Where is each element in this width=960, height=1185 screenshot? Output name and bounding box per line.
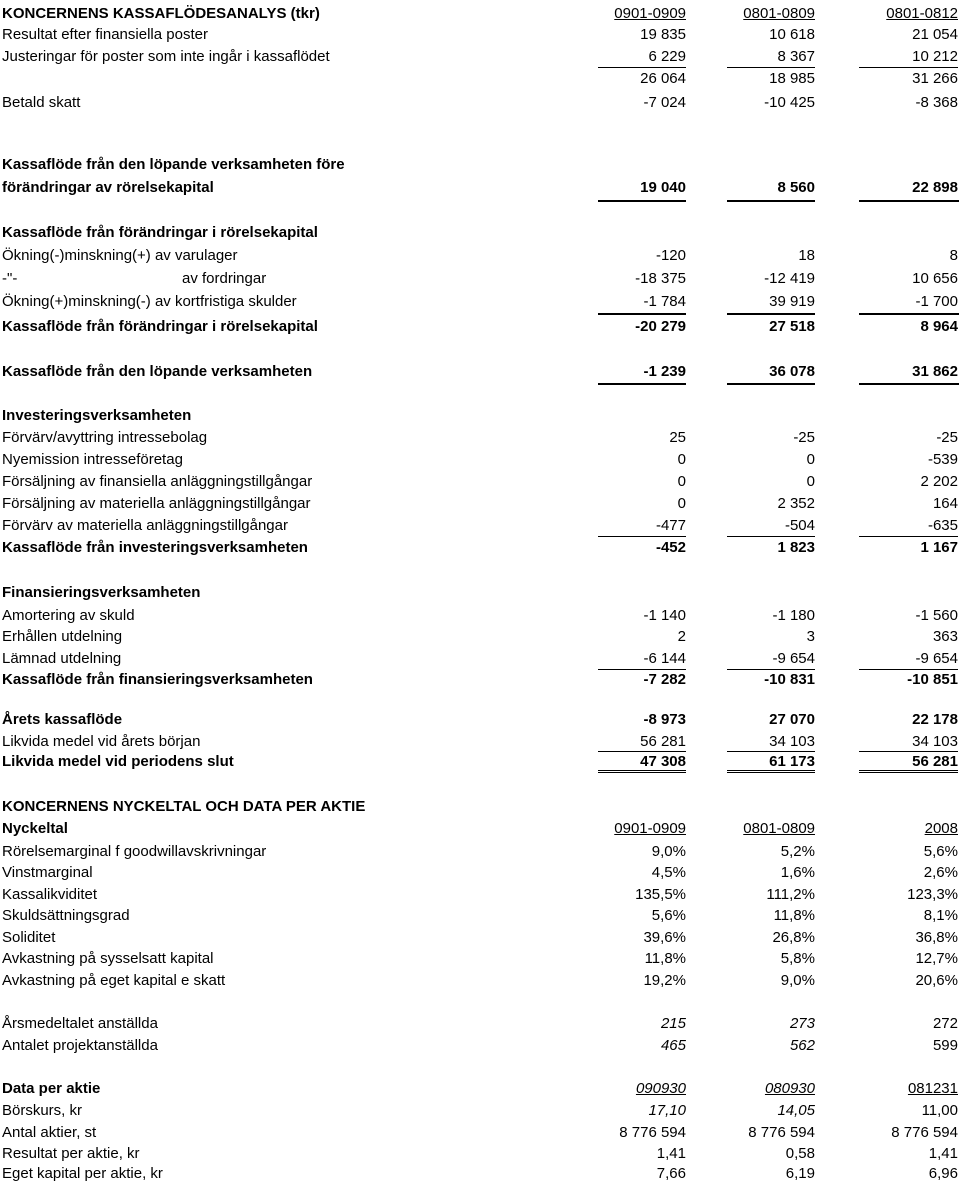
cell-value: 1,6%: [780, 864, 815, 881]
cell-value: 7,66: [656, 1165, 686, 1182]
page-title: KONCERNENS KASSAFLÖDESANALYS (tkr): [2, 5, 320, 22]
row-label: Kassalikviditet: [2, 886, 98, 903]
table-row: [0, 605, 960, 627]
cell-value: 26 064: [640, 70, 686, 87]
cell-value: -120: [655, 247, 686, 264]
table-row: [0, 884, 960, 906]
row-label: Lämnad utdelning: [2, 650, 122, 667]
cell-value: 6,19: [785, 1165, 815, 1182]
cell-value: -504: [727, 515, 815, 537]
cell-value: 22 898: [912, 179, 958, 196]
cell-value: 8,1%: [923, 907, 958, 924]
row-label: Förvärv/avyttring intressebolag: [2, 429, 208, 446]
table-row: [0, 862, 960, 884]
period-header: 081231: [907, 1080, 958, 1097]
table-row: [0, 471, 960, 493]
cell-value: 21 054: [912, 26, 958, 43]
row-label: Eget kapital per aktie, kr: [2, 1165, 163, 1182]
cell-value: -1 700: [915, 293, 958, 310]
cell-value: 18: [798, 247, 815, 264]
cell-value: -635: [859, 515, 958, 537]
cell-value: 0: [677, 473, 686, 490]
row-label: Likvida medel vid periodens slut: [2, 753, 234, 770]
table-row: [0, 24, 960, 46]
row-label: Justeringar för poster som inte ingår i kassaflödet: [2, 48, 330, 65]
total-row: [0, 316, 960, 338]
divider: [859, 383, 959, 385]
period-header: 0801-0812: [886, 5, 958, 22]
divider: [859, 200, 959, 202]
table-row: [0, 626, 960, 648]
cell-value: 17,10: [648, 1102, 686, 1119]
divider: [598, 200, 686, 202]
row-label: Data per aktie: [2, 1080, 101, 1097]
table-row: [0, 927, 960, 949]
total-row: [0, 709, 960, 731]
cell-value: -477: [598, 515, 686, 537]
table-row: [0, 46, 960, 68]
period-header: 090930: [635, 1080, 686, 1097]
cell-value: 0,58: [785, 1145, 815, 1162]
cell-value: 26,8%: [772, 929, 815, 946]
cell-value: 2 352: [777, 495, 815, 512]
row-label: Antalet projektanställda: [2, 1037, 158, 1054]
row-label: Försäljning av materiella anläggningstillgångar: [2, 495, 311, 512]
cell-value: 27 070: [769, 711, 815, 728]
table-row: [0, 291, 960, 313]
table-row: [0, 268, 960, 290]
table-row: [0, 1163, 960, 1185]
row-label: förändringar av rörelsekapital: [2, 179, 214, 196]
table-row: [0, 245, 960, 267]
cell-value: -20 279: [635, 318, 686, 335]
cell-value: 10 212: [859, 46, 958, 68]
cell-value: 3: [806, 628, 815, 645]
cell-value: 34 103: [769, 733, 815, 750]
table-row: [0, 905, 960, 927]
subtotal-row: [0, 68, 960, 90]
cell-value: 25: [669, 429, 686, 446]
table-row: [0, 731, 960, 753]
cell-value: -1 180: [772, 607, 815, 624]
row-label: Investeringsverksamheten: [2, 407, 192, 424]
cell-value: 1,41: [656, 1145, 686, 1162]
cell-value: 9,0%: [780, 972, 815, 989]
cell-value: -452: [655, 539, 686, 556]
cell-value: 61 173: [727, 751, 815, 773]
divider: [727, 313, 815, 315]
table-row: [0, 1143, 960, 1165]
cell-value: 5,8%: [780, 950, 815, 967]
table-row: [0, 948, 960, 970]
cell-value: 465: [660, 1037, 686, 1054]
cell-value: 9,0%: [651, 843, 686, 860]
cell-value: 0: [806, 451, 815, 468]
cell-value: -9 654: [727, 648, 815, 670]
row-label: Nyemission intresseföretag: [2, 451, 183, 468]
cell-value: 111,2%: [766, 886, 815, 903]
cell-value: 36 078: [769, 363, 815, 380]
cell-value: 18 985: [769, 70, 815, 87]
cell-value: 12,7%: [915, 950, 958, 967]
cell-value: 272: [932, 1015, 958, 1032]
row-label: Likvida medel vid årets början: [2, 733, 201, 750]
table-row: [0, 1035, 960, 1057]
total-row: [0, 537, 960, 559]
cell-value: 135,5%: [635, 886, 686, 903]
table-row: [0, 493, 960, 515]
row-label: Kassaflöde från den löpande verksamheten före: [2, 156, 345, 173]
divider: [598, 383, 686, 385]
table-row: [0, 841, 960, 863]
cell-value: -10 851: [907, 671, 958, 688]
cell-value: -9 654: [859, 648, 958, 670]
row-label: Börskurs, kr: [2, 1102, 83, 1119]
cell-value: 2,6%: [923, 864, 958, 881]
section-heading: [0, 582, 960, 604]
cell-value: 8 560: [777, 179, 815, 196]
total-row: [0, 361, 960, 383]
cell-value: 27 518: [769, 318, 815, 335]
total-row: [0, 669, 960, 691]
cell-value: 19 040: [640, 179, 686, 196]
table-row: [0, 427, 960, 449]
cell-value: 4,5%: [651, 864, 686, 881]
ditto-mark: -"-: [2, 270, 18, 287]
section-heading: [0, 796, 960, 818]
cell-value: 10 618: [769, 26, 815, 43]
row-label: Resultat efter finansiella poster: [2, 26, 208, 43]
cell-value: 2 202: [920, 473, 958, 490]
row-label: [2, 268, 267, 290]
cell-value: 31 862: [912, 363, 958, 380]
row-label: Avkastning på eget kapital e skatt: [2, 972, 226, 989]
cell-value: 8 776 594: [748, 1124, 815, 1141]
cell-value: -8 368: [915, 94, 958, 111]
row-label: Skuldsättningsgrad: [2, 907, 130, 924]
row-label: Ökning(-)minskning(+) av varulager: [2, 247, 238, 264]
cell-value: 1 167: [920, 539, 958, 556]
cell-value: -10 425: [764, 94, 815, 111]
cell-value: -1 239: [643, 363, 686, 380]
row-label: Årets kassaflöde: [2, 711, 123, 728]
table-row: [0, 1100, 960, 1122]
cell-value: -1 560: [915, 607, 958, 624]
cell-value: -8 973: [643, 711, 686, 728]
row-label: Finansieringsverksamheten: [2, 584, 201, 601]
row-label: Erhållen utdelning: [2, 628, 123, 645]
cell-value: -7 282: [643, 671, 686, 688]
row-label: Kassaflöde från investeringsverksamheten: [2, 539, 308, 556]
cell-value: 1,41: [928, 1145, 958, 1162]
row-label: Vinstmarginal: [2, 864, 93, 881]
cell-value: 20,6%: [915, 972, 958, 989]
cell-value: 8 367: [727, 46, 815, 68]
cell-value: 562: [789, 1037, 815, 1054]
cell-value: 19 835: [640, 26, 686, 43]
table-row: [0, 92, 960, 114]
cell-value: -25: [936, 429, 958, 446]
table-row: [0, 1013, 960, 1035]
cell-value: 123,3%: [907, 886, 958, 903]
period-header: 0801-0809: [743, 5, 815, 22]
divider: [727, 383, 815, 385]
cell-value: 11,8%: [644, 950, 686, 967]
section-heading: [0, 154, 960, 176]
divider: [859, 313, 959, 315]
cell-value: 5,2%: [780, 843, 815, 860]
cell-value: 6,96: [928, 1165, 958, 1182]
period-header: 080930: [764, 1080, 815, 1097]
cell-value: -25: [793, 429, 815, 446]
cell-value: 6 229: [598, 46, 686, 68]
period-header: 2008: [924, 820, 958, 837]
cell-value: -6 144: [598, 648, 686, 670]
section-heading: [0, 222, 960, 244]
cell-value: 5,6%: [651, 907, 686, 924]
header-row: [0, 1078, 960, 1100]
row-label: Kassaflöde från den löpande verksamheten: [2, 363, 313, 380]
row-label: Kassaflöde från förändringar i rörelsekapital: [2, 224, 318, 241]
table-row: [0, 515, 960, 537]
cell-value: -18 375: [635, 270, 686, 287]
divider: [598, 313, 686, 315]
cell-value: 19,2%: [643, 972, 686, 989]
cell-value: 8 964: [920, 318, 958, 335]
row-label: Förvärv av materiella anläggningstillgångar: [2, 517, 288, 534]
cell-value: 56 281: [640, 733, 686, 750]
section-heading: [0, 405, 960, 427]
total-row: [0, 751, 960, 773]
cell-value: 36,8%: [915, 929, 958, 946]
cell-value: 34 103: [912, 733, 958, 750]
cell-value: 599: [932, 1037, 958, 1054]
cell-value: -1 784: [643, 293, 686, 310]
header-row: [0, 3, 960, 25]
cell-value: 11,00: [921, 1102, 958, 1119]
row-label: Amortering av skuld: [2, 607, 135, 624]
cell-value: 47 308: [598, 751, 686, 773]
period-header: 0901-0909: [614, 820, 686, 837]
row-label: Kassaflöde från förändringar i rörelsekapital: [2, 318, 318, 335]
cell-value: 164: [932, 495, 958, 512]
cell-value: 273: [789, 1015, 815, 1032]
cell-value: -1 140: [643, 607, 686, 624]
row-label: Soliditet: [2, 929, 56, 946]
table-row: [0, 1122, 960, 1144]
cell-value: 56 281: [859, 751, 958, 773]
cell-value: 8: [949, 247, 958, 264]
cell-value: 10 656: [912, 270, 958, 287]
period-header: 0801-0809: [743, 820, 815, 837]
cell-value: 8 776 594: [891, 1124, 958, 1141]
cell-value: 363: [932, 628, 958, 645]
cell-value: 1 823: [777, 539, 815, 556]
cell-value: -7 024: [643, 94, 686, 111]
cell-value: 5,6%: [923, 843, 958, 860]
header-row: [0, 818, 960, 840]
row-sublabel: av fordringar: [182, 270, 267, 287]
row-label: Resultat per aktie, kr: [2, 1145, 140, 1162]
cell-value: 2: [677, 628, 686, 645]
row-label: Betald skatt: [2, 94, 81, 111]
period-header: 0901-0909: [614, 5, 686, 22]
cell-value: 39,6%: [643, 929, 686, 946]
cell-value: -10 831: [764, 671, 815, 688]
divider: [727, 200, 815, 202]
cell-value: 0: [806, 473, 815, 490]
row-label: Nyckeltal: [2, 820, 68, 837]
cell-value: 0: [677, 451, 686, 468]
row-label: Försäljning av finansiella anläggningstillgångar: [2, 473, 313, 490]
cell-value: 8 776 594: [619, 1124, 686, 1141]
cell-value: 39 919: [769, 293, 815, 310]
table-row: [0, 449, 960, 471]
cell-value: 31 266: [912, 70, 958, 87]
table-row: [0, 970, 960, 992]
row-label: Årsmedeltalet anställda: [2, 1015, 158, 1032]
cell-value: -539: [927, 451, 958, 468]
row-label: Rörelsemarginal f goodwillavskrivningar: [2, 843, 267, 860]
cell-value: -12 419: [764, 270, 815, 287]
table-row: [0, 648, 960, 670]
row-label: Avkastning på sysselsatt kapital: [2, 950, 214, 967]
row-label: Antal aktier, st: [2, 1124, 97, 1141]
row-label: Ökning(+)minskning(-) av kortfristiga skulder: [2, 293, 297, 310]
row-label: Kassaflöde från finansieringsverksamheten: [2, 671, 313, 688]
row-label: KONCERNENS NYCKELTAL OCH DATA PER AKTIE: [2, 798, 366, 815]
cell-value: 215: [660, 1015, 686, 1032]
cell-value: 22 178: [912, 711, 958, 728]
cell-value: 11,8%: [773, 907, 815, 924]
cell-value: 0: [677, 495, 686, 512]
cell-value: 14,05: [777, 1102, 815, 1119]
total-row: [0, 177, 960, 199]
